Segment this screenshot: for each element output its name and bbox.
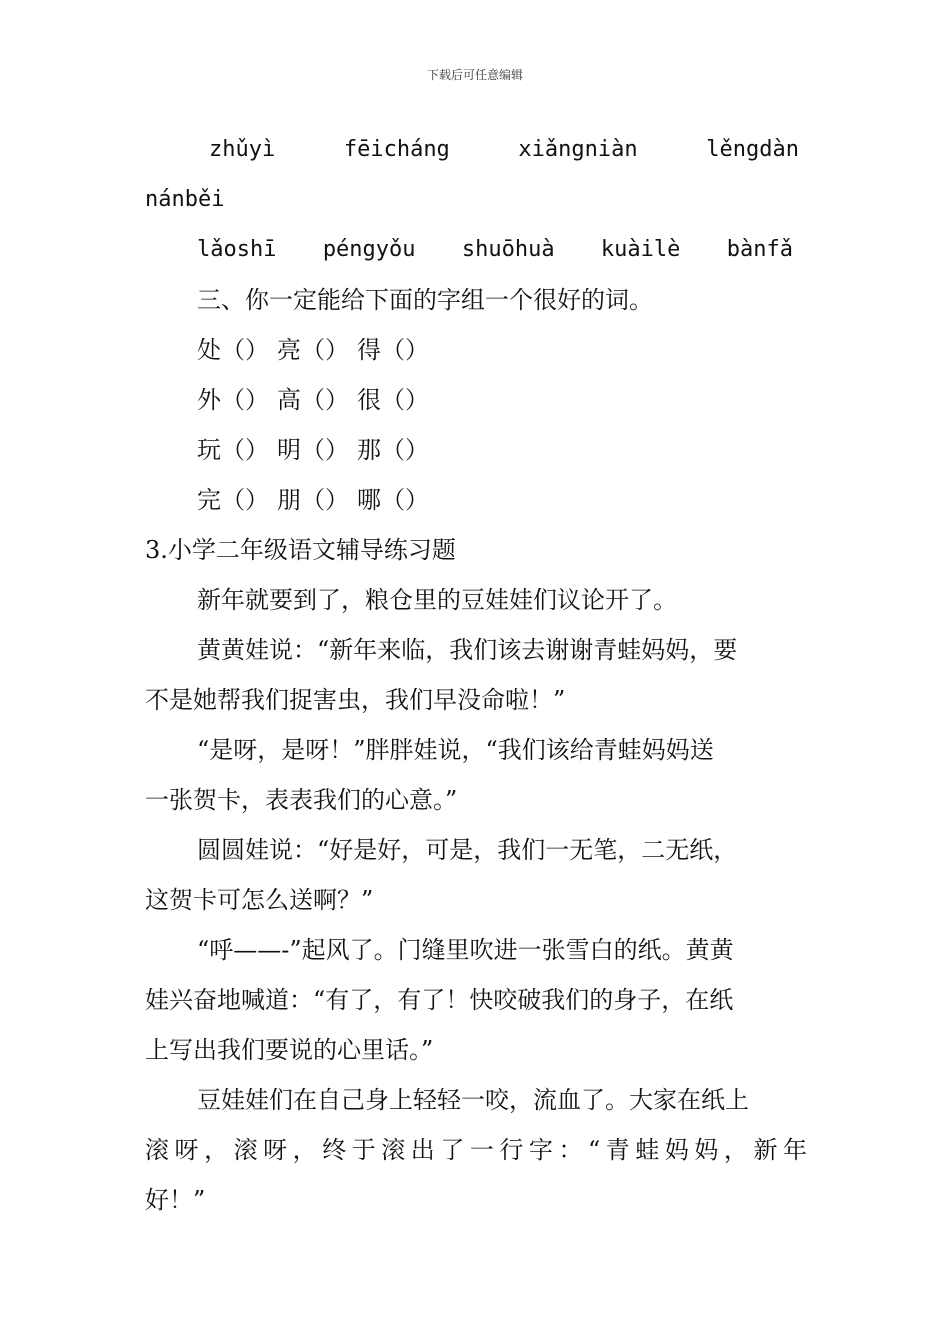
word-row-3: [145, 425, 807, 475]
word-blank: 高（）: [277, 386, 349, 414]
story-paragraph-1: 新年就要到了，粮仓里的豆娃娃们议论开了。: [197, 586, 677, 614]
pinyin-word: bànfǎ: [726, 237, 793, 262]
header-note: 下载后可任意编辑: [426, 68, 523, 82]
story-paragraph-2-line-1: 黄黄娃说：“新年来临，我们该去谢谢青蛙妈妈，要: [197, 636, 738, 664]
word-blank: 外（）: [197, 386, 269, 414]
story-paragraph-2-line-2: 不是她帮我们捉害虫，我们早没命啦！”: [145, 686, 566, 714]
word-blank: 完（）: [197, 486, 269, 514]
pinyin-row-1: [145, 125, 807, 175]
word-row-4: [145, 475, 807, 525]
pinyin-row-2: [145, 225, 807, 275]
pinyin-word: fēicháng: [343, 137, 450, 162]
story-paragraph-5-line-3: 上写出我们要说的心里话。”: [145, 1036, 434, 1064]
pinyin-word: lěngdàn: [706, 137, 799, 162]
story-paragraph-5-line-2: 娃兴奋地喊道：“有了，有了！快咬破我们的身子，在纸: [145, 986, 734, 1014]
story-paragraph-3-line-2: 一张贺卡，表表我们的心意。”: [145, 786, 458, 814]
pinyin-word: zhǔyì: [209, 137, 276, 162]
story-paragraph-6-line-3: 好！”: [145, 1186, 206, 1214]
pinyin-row-1-wrap: nánběi: [145, 187, 225, 212]
word-blank: 明（）: [277, 436, 349, 464]
word-blank: 朋（）: [277, 486, 349, 514]
word-blank: 哪（）: [357, 486, 429, 514]
word-row-2: [145, 375, 807, 425]
word-blank: 玩（）: [197, 436, 269, 464]
story-paragraph-5-line-1: “呼——-”起风了。门缝里吹进一张雪白的纸。黄黄: [197, 936, 734, 964]
word-blank: 那（）: [357, 436, 429, 464]
pinyin-word: lǎoshī: [197, 237, 277, 262]
pinyin-word: kuàilè: [600, 237, 681, 262]
story-paragraph-4-line-1: 圆圆娃说：“好是好，可是，我们一无笔，二无纸，: [197, 836, 738, 864]
section-3-title: 三、你一定能给下面的字组一个很好的词。: [197, 286, 653, 314]
word-row-1: [145, 325, 807, 375]
exercise-title: 3.小学二年级语文辅导练习题: [145, 536, 456, 564]
story-paragraph-6-line-2: 滚呀，滚呀，终于滚出了一行字：“青蛙妈妈，新年: [145, 1136, 807, 1164]
word-blank: 处（）: [197, 336, 269, 364]
word-blank: 很（）: [357, 386, 429, 414]
story-paragraph-3-line-1: “是呀，是呀！”胖胖娃说，“我们该给青蛙妈妈送: [197, 736, 714, 764]
pinyin-word: xiǎngniàn: [518, 137, 638, 162]
story-paragraph-4-line-2: 这贺卡可怎么送啊？”: [145, 886, 374, 914]
pinyin-word: péngyǒu: [322, 237, 416, 262]
pinyin-word: shuōhuà: [461, 237, 555, 262]
document-body: [145, 125, 807, 1225]
word-blank: 亮（）: [277, 336, 349, 364]
word-blank: 得（）: [357, 336, 429, 364]
story-paragraph-6-line-1: 豆娃娃们在自己身上轻轻一咬，流血了。大家在纸上: [197, 1086, 749, 1114]
